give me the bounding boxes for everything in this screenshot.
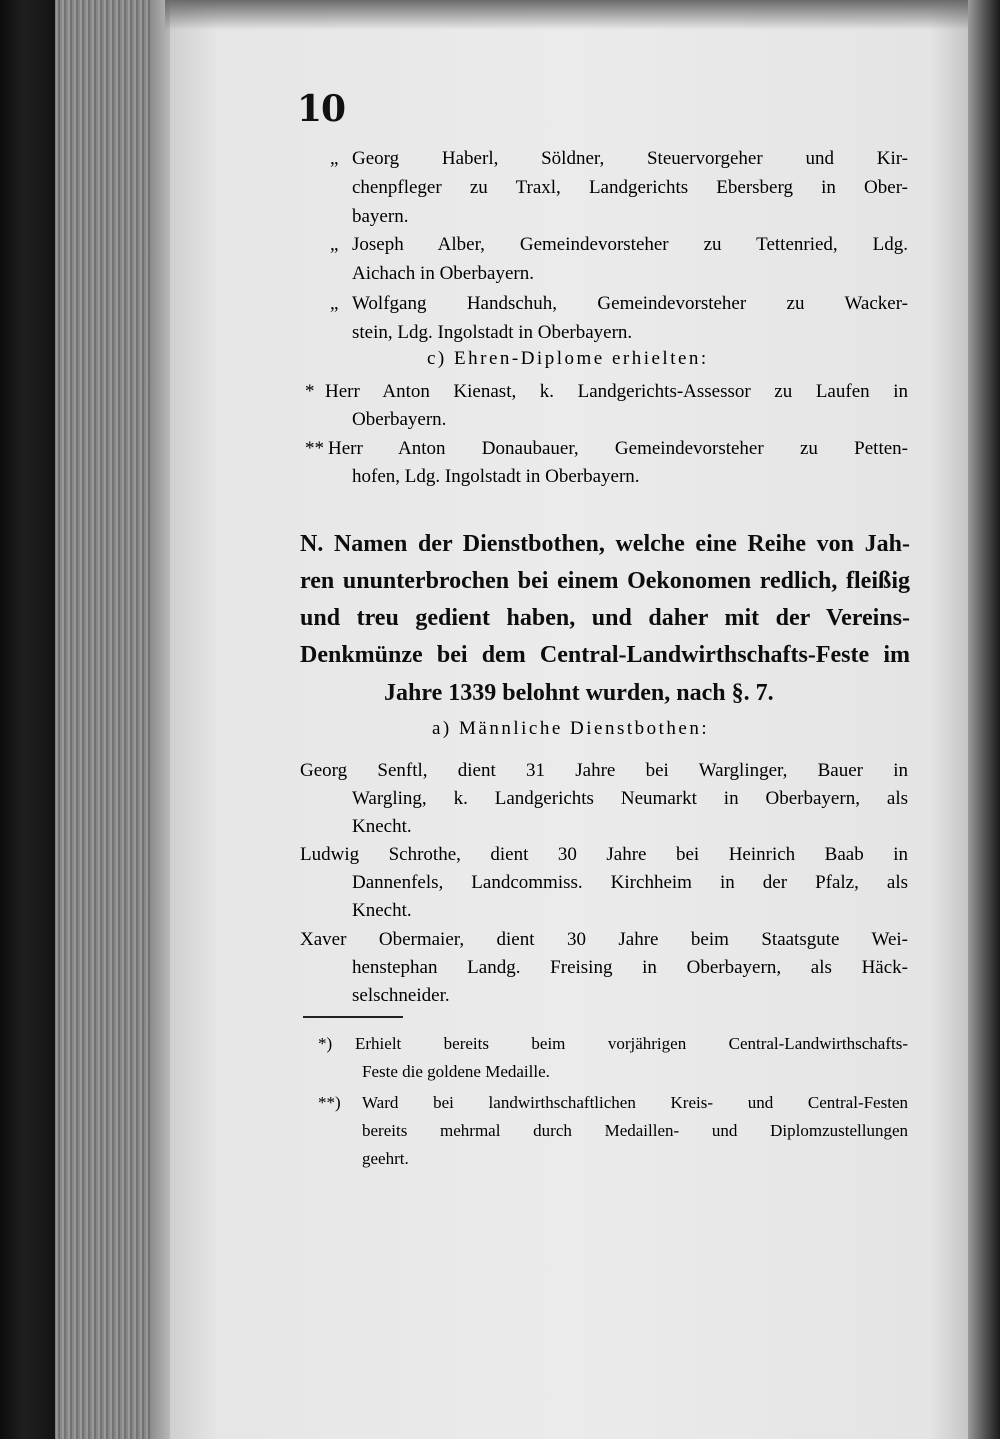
right-scan-border (968, 0, 1000, 1439)
entry-quote-mark: „ (330, 148, 339, 169)
footnote-line: Ward bei landwirthschaftlichen Kreis- und Central-Festen (362, 1093, 908, 1112)
entry-line: Ludwig Schrothe, dient 30 Jahre bei Heinrich Baab in (300, 844, 908, 865)
entry-line: Wargling, k. Landgerichts Neumarkt in Oberbayern, als (352, 788, 908, 809)
entry-line: Wolfgang Handschuh, Gemeindevorsteher zu Wacker- (352, 293, 908, 314)
book-binding-edge (0, 0, 60, 1439)
footnote-mark: *) (318, 1034, 333, 1053)
entry-line: stein, Ldg. Ingolstadt in Oberbayern. (352, 322, 633, 343)
section-n-line: N. Namen der Dienstbothen, welche eine Reihe von Jah- (300, 531, 910, 557)
entry-line: bayern. (352, 206, 409, 227)
footnote-line: Erhielt bereits beim vorjährigen Central-Landwirthschafts- (355, 1034, 908, 1053)
footnote-line: geehrt. (362, 1149, 409, 1168)
entry-quote-mark: „ (330, 234, 339, 255)
entry-line: Georg Haberl, Söldner, Steuervorgeher und Kir- (352, 148, 908, 169)
entry-line: Joseph Alber, Gemeindevorsteher zu Tettenried, Ldg. (352, 234, 908, 255)
section-heading-c: c) Ehren-Diplome erhielten: (427, 348, 709, 369)
entry-line: Georg Senftl, dient 31 Jahre bei Warglinger, Bauer in (300, 760, 908, 781)
page-number: 10 (297, 88, 346, 130)
section-n-line: Denkmünze bei dem Central-Landwirthschafts-Feste im (300, 642, 910, 668)
entry-line: Herr Anton Donaubauer, Gemeindevorsteher zu Petten- (328, 438, 908, 459)
entry-line: selschneider. (352, 985, 450, 1006)
section-heading-a: a) Männliche Dienstbothen: (432, 718, 710, 739)
section-n-line: ren ununterbrochen bei einem Oekonomen redlich, fleißig (300, 568, 910, 594)
entry-line: Dannenfels, Landcommiss. Kirchheim in der Pfalz, als (352, 872, 908, 893)
entry-asterisk-mark: * (305, 381, 315, 402)
entry-line: Oberbayern. (352, 409, 447, 430)
page-top-shadow (165, 0, 970, 30)
entry-line: hofen, Ldg. Ingolstadt in Oberbayern. (352, 466, 640, 487)
entry-line: Knecht. (352, 900, 412, 921)
entry-line: Xaver Obermaier, dient 30 Jahre beim Staatsgute Wei- (300, 929, 908, 950)
entry-asterisk-mark: ** (305, 438, 324, 459)
footnote-line: bereits mehrmal durch Medaillen- und Diplomzustellungen (362, 1121, 908, 1140)
footnote-mark: **) (318, 1093, 341, 1112)
footnote-separator (303, 1016, 403, 1018)
section-n-line: Jahre 1339 belohnt wurden, nach §. 7. (384, 680, 774, 706)
entry-line: Knecht. (352, 816, 412, 837)
section-n-line: und treu gedient haben, und daher mit der Vereins- (300, 605, 910, 631)
entry-line: Herr Anton Kienast, k. Landgerichts-Assessor zu Laufen in (325, 381, 908, 402)
entry-quote-mark: „ (330, 293, 339, 314)
entry-line: chenpfleger zu Traxl, Landgerichts Ebersberg in Ober- (352, 177, 908, 198)
page-stack-edge (55, 0, 165, 1439)
entry-line: Aichach in Oberbayern. (352, 263, 535, 284)
footnote-line: Feste die goldene Medaille. (362, 1062, 550, 1081)
entry-line: henstephan Landg. Freising in Oberbayern, als Häck- (352, 957, 908, 978)
